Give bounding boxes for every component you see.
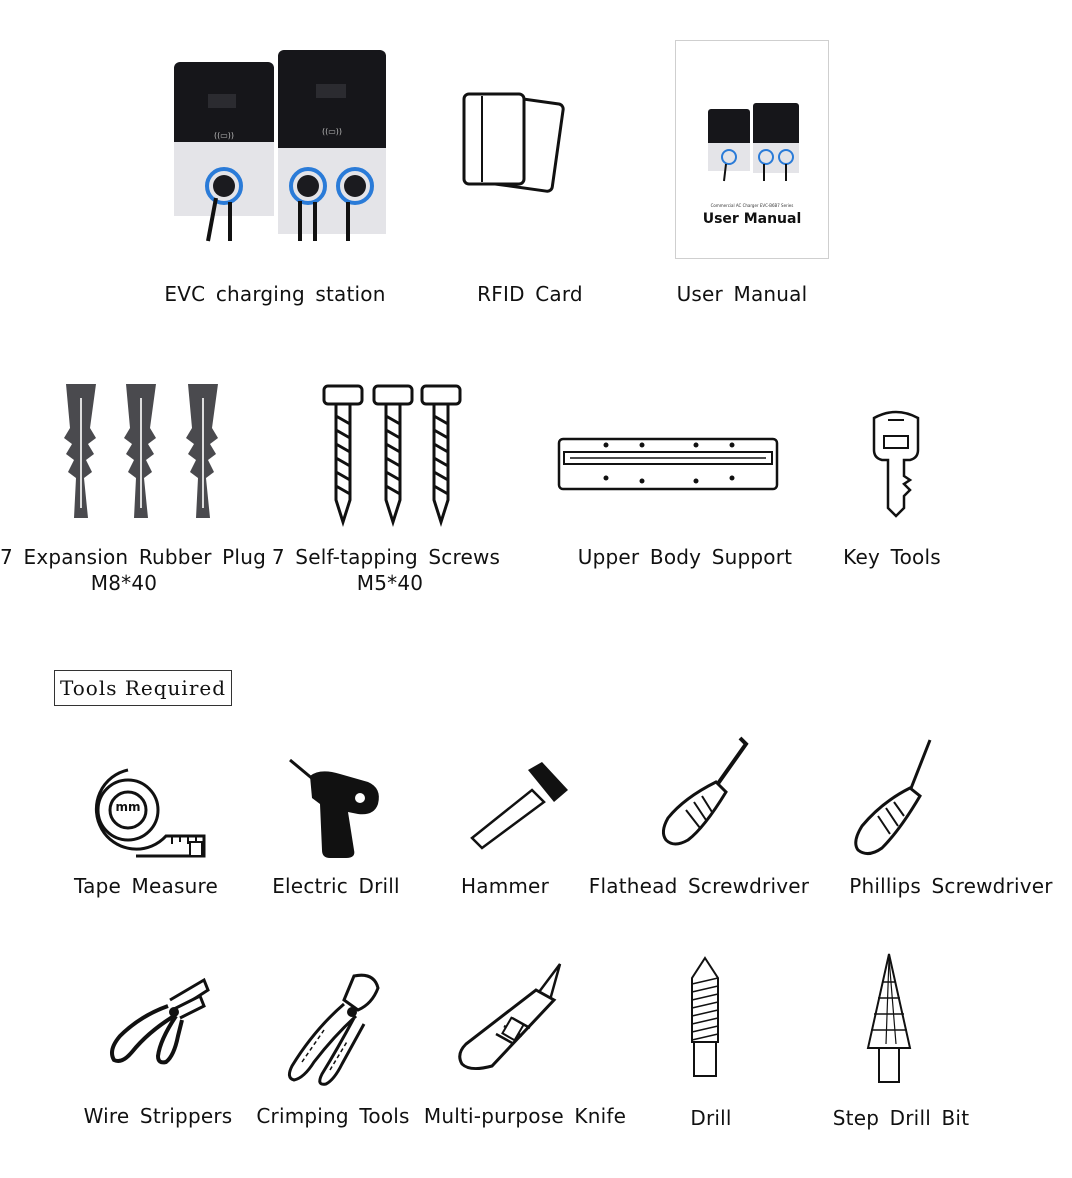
crimping-tools-icon <box>284 970 384 1088</box>
tape-measure-label: Tape Measure <box>74 874 218 898</box>
manual-charger-image <box>706 101 802 181</box>
key-tools-label: Key Tools <box>843 545 941 569</box>
svg-text:((▭)): ((▭)) <box>213 131 235 140</box>
self-tapping-screws-icon <box>318 382 468 527</box>
manual-cover-title: User Manual <box>702 211 802 227</box>
self-tapping-screws-label: 7 Self-tapping Screws <box>271 545 501 569</box>
drill-label: Drill <box>690 1106 732 1130</box>
hammer-label: Hammer <box>461 874 549 898</box>
rfid-card-icon <box>460 90 564 190</box>
wire-strippers-label: Wire Strippers <box>83 1104 233 1128</box>
svg-text:((▭)): ((▭)) <box>321 127 343 136</box>
tape-measure-icon <box>88 764 208 860</box>
electric-drill-icon <box>288 758 384 862</box>
drill-bit-icon <box>688 956 722 1078</box>
phillips-screwdriver-label: Phillips Screwdriver <box>849 874 1053 898</box>
hammer-icon <box>470 760 570 852</box>
evc-charging-station-image <box>170 46 390 246</box>
evc-charging-station-label: EVC charging station <box>164 282 386 306</box>
rfid-card-label: RFID Card <box>477 282 583 306</box>
tape-measure-unit: mm <box>115 800 141 814</box>
key-icon <box>866 408 926 520</box>
phillips-screwdriver-icon <box>848 738 938 858</box>
step-drill-bit-label: Step Drill Bit <box>832 1106 970 1130</box>
self-tapping-screws-size: M5*40 <box>356 571 424 595</box>
multi-purpose-knife-label: Multi-purpose Knife <box>423 1104 627 1128</box>
upper-body-support-label: Upper Body Support <box>577 545 793 569</box>
wire-strippers-icon <box>100 976 212 1064</box>
user-manual-cover <box>675 40 829 259</box>
crimping-tools-label: Crimping Tools <box>256 1104 410 1128</box>
flathead-screwdriver-icon <box>660 736 750 846</box>
user-manual-label: User Manual <box>676 282 808 306</box>
multi-purpose-knife-icon <box>456 960 566 1072</box>
upper-body-support-icon <box>556 436 780 492</box>
tools-required-title: Tools Required <box>54 670 232 706</box>
electric-drill-label: Electric Drill <box>272 874 400 898</box>
expansion-rubber-plug-icon <box>56 378 236 524</box>
expansion-rubber-plug-size: M8*40 <box>90 571 158 595</box>
expansion-rubber-plug-label: 7 Expansion Rubber Plug <box>0 545 266 569</box>
step-drill-bit-icon <box>862 952 916 1086</box>
flathead-screwdriver-label: Flathead Screwdriver <box>588 874 810 898</box>
manual-cover-subtitle: Commercial AC Charger EVC-B6B7 Series <box>710 203 794 208</box>
